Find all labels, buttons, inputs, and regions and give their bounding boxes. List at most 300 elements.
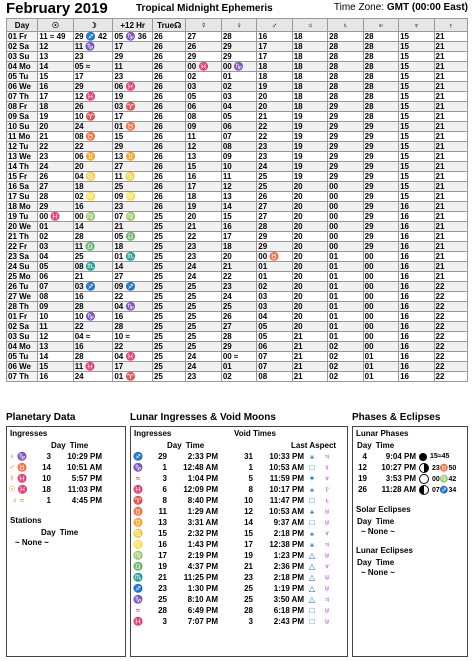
list-item xyxy=(231,473,347,484)
table-cell: 29 xyxy=(221,42,256,52)
moon-phase-icon xyxy=(419,485,429,495)
table-row xyxy=(7,142,468,152)
table-cell: 29 xyxy=(363,132,398,142)
table-cell: 06 xyxy=(257,342,292,352)
lunar-ingress-col xyxy=(131,427,231,627)
table-cell: 29 xyxy=(363,242,398,252)
sign-icon: ≈ xyxy=(135,474,141,483)
sign-icon: ♌ xyxy=(133,540,143,549)
table-cell: 08 ♏ xyxy=(73,262,113,272)
table-cell: 11 xyxy=(38,322,73,332)
table-cell: 14 xyxy=(38,62,73,72)
table-cell: 23 xyxy=(38,152,73,162)
table-cell: 15 xyxy=(399,162,434,172)
phases-time-label: Time xyxy=(375,441,395,450)
table-cell: 22 xyxy=(434,362,467,372)
table-cell: 03 xyxy=(257,292,292,302)
table-cell: 00 xyxy=(328,202,363,212)
lunar-day-label: Day xyxy=(167,441,182,450)
table-cell: 21 xyxy=(434,152,467,162)
lunar-ingress-header xyxy=(131,440,231,451)
table-cell: 11 ♋ xyxy=(113,172,153,182)
list-item xyxy=(131,484,231,495)
table-cell: 29 xyxy=(363,212,398,222)
table-cell: 21 xyxy=(434,172,467,182)
table-cell: 26 xyxy=(152,172,185,182)
stations-header-row xyxy=(7,527,125,538)
table-cell: 03 xyxy=(257,302,292,312)
table-cell: 20 xyxy=(292,322,327,332)
table-cell: 16 xyxy=(186,172,221,182)
void-time: 10:53 AM xyxy=(269,463,304,472)
ingress-time: 5:57 PM xyxy=(71,474,102,483)
table-cell: 02 xyxy=(328,362,363,372)
table-cell: 21 xyxy=(434,272,467,282)
table-cell: 18 xyxy=(38,102,73,112)
void-time: 10:33 PM xyxy=(269,452,304,461)
table-row xyxy=(7,82,468,92)
table-cell: 13 xyxy=(186,152,221,162)
table-cell: 12 xyxy=(38,332,73,342)
column-header: ☽ xyxy=(73,19,113,32)
table-cell: 21 xyxy=(434,262,467,272)
lunar-ecl-time-label: Time xyxy=(375,558,395,567)
table-cell: 29 xyxy=(328,112,363,122)
table-cell: 13 xyxy=(38,342,73,352)
table-cell: 20 xyxy=(73,162,113,172)
table-cell: 29 xyxy=(328,162,363,172)
table-cell: 29 xyxy=(38,202,73,212)
phase-time: 10:27 PM xyxy=(381,463,416,472)
planet-icon: ♆ xyxy=(324,474,330,483)
table-cell: 18 xyxy=(186,192,221,202)
table-cell: 29 xyxy=(113,142,153,152)
table-cell: 21 xyxy=(434,42,467,52)
table-cell: 23 xyxy=(186,252,221,262)
aspect-icon: □ xyxy=(309,606,315,615)
void-day: 28 xyxy=(244,606,253,615)
table-cell: 18 Mo xyxy=(7,202,38,212)
table-cell: 09 xyxy=(38,302,73,312)
lunar-ingresses-label: Ingresses xyxy=(134,429,172,438)
list-item xyxy=(231,451,347,462)
table-cell: 15 xyxy=(399,152,434,162)
list-item xyxy=(231,517,347,528)
table-cell: 25 xyxy=(257,182,292,192)
table-cell: 10 ≈ xyxy=(113,332,153,342)
table-cell: 12 ♓ xyxy=(73,92,113,102)
table-cell: 19 xyxy=(292,172,327,182)
table-cell: 17 xyxy=(221,232,256,242)
table-cell: 22 xyxy=(257,132,292,142)
table-cell: 00 xyxy=(328,242,363,252)
table-cell: 01 xyxy=(328,312,363,322)
void-day: 14 xyxy=(244,518,253,527)
lunar-ingress-time: 1:30 PM xyxy=(187,584,218,593)
planet-icon: ♄ xyxy=(324,496,330,505)
phase-degree: 07♐34 xyxy=(432,486,457,494)
table-cell: 24 xyxy=(38,162,73,172)
table-cell: 00 xyxy=(363,342,398,352)
table-cell: 05 xyxy=(186,92,221,102)
lunar-ingress-time: 1:43 PM xyxy=(187,540,218,549)
table-cell: 01 xyxy=(38,222,73,232)
table-cell: 29 xyxy=(363,162,398,172)
table-cell: 20 xyxy=(38,122,73,132)
table-cell: 19 xyxy=(292,162,327,172)
table-cell: 05 xyxy=(257,332,292,342)
planet-icon: ♀ xyxy=(324,463,330,472)
table-cell: 25 xyxy=(221,302,256,312)
table-cell: 21 xyxy=(434,182,467,192)
table-cell: 20 xyxy=(257,92,292,102)
table-cell: 26 xyxy=(152,82,185,92)
table-cell: 05 xyxy=(257,322,292,332)
table-cell: 28 xyxy=(221,32,256,42)
table-cell: 22 xyxy=(434,342,467,352)
table-cell: 18 xyxy=(73,182,113,192)
planetary-data-title: Planetary Data xyxy=(6,412,76,423)
table-cell: 25 xyxy=(152,242,185,252)
table-cell: 28 Th xyxy=(7,302,38,312)
table-cell: 00 xyxy=(363,252,398,262)
void-time: 2:18 PM xyxy=(273,573,304,582)
table-cell: 23 Sa xyxy=(7,252,38,262)
table-cell: 15 xyxy=(399,132,434,142)
void-day: 25 xyxy=(244,595,253,604)
lunar-ingress-time: 12:09 PM xyxy=(183,485,218,494)
table-cell: 21 xyxy=(186,222,221,232)
table-row xyxy=(7,122,468,132)
table-cell: 19 xyxy=(257,82,292,92)
table-cell: 16 Sa xyxy=(7,182,38,192)
table-cell: 27 xyxy=(257,202,292,212)
table-cell: 08 xyxy=(221,142,256,152)
table-cell: 29 xyxy=(363,122,398,132)
table-cell: 22 xyxy=(113,342,153,352)
page-subtitle: Tropical Midnight Ephemeris xyxy=(136,3,273,14)
table-cell: 06 We xyxy=(7,362,38,372)
table-cell: 20 xyxy=(292,182,327,192)
void-day: 25 xyxy=(244,584,253,593)
table-cell: 27 xyxy=(113,162,153,172)
table-cell: 06 We xyxy=(7,82,38,92)
table-cell: 00 xyxy=(328,182,363,192)
table-cell: 02 xyxy=(186,72,221,82)
table-cell: 05 xyxy=(38,262,73,272)
void-header xyxy=(231,440,347,451)
table-cell: 00 xyxy=(363,282,398,292)
table-cell: 11 ≈ 49 xyxy=(38,32,73,42)
table-cell: 25 xyxy=(152,362,185,372)
table-cell: 29 xyxy=(363,182,398,192)
table-cell: 21 xyxy=(73,272,113,282)
table-cell: 16 xyxy=(73,292,113,302)
table-cell: 00 ≈ xyxy=(221,352,256,362)
table-row xyxy=(7,132,468,142)
table-cell: 27 xyxy=(186,32,221,42)
table-cell: 25 xyxy=(152,332,185,342)
table-cell: 28 xyxy=(221,332,256,342)
table-cell: 11 ♓ xyxy=(73,362,113,372)
table-cell: 26 xyxy=(152,132,185,142)
table-cell: 21 xyxy=(221,262,256,272)
table-cell: 16 xyxy=(399,262,434,272)
table-cell: 28 xyxy=(73,302,113,312)
solar-eclipses-label: Solar Eclipses xyxy=(356,505,411,514)
table-cell: 15 xyxy=(399,102,434,112)
table-row xyxy=(7,212,468,222)
table-cell: 26 xyxy=(152,62,185,72)
timezone-label: Time Zone: xyxy=(333,2,385,13)
table-cell: 17 xyxy=(257,42,292,52)
solar-time-label: Time xyxy=(375,517,395,526)
lunar-ingresses-list xyxy=(131,451,231,627)
table-cell: 15 xyxy=(399,192,434,202)
table-cell: 18 xyxy=(292,92,327,102)
table-cell: 01 xyxy=(363,362,398,372)
table-cell: 28 xyxy=(73,232,113,242)
list-item xyxy=(231,484,347,495)
table-row xyxy=(7,42,468,52)
table-cell: 28 xyxy=(363,52,398,62)
table-cell: 03 xyxy=(186,82,221,92)
table-row xyxy=(7,312,468,322)
table-cell: 28 xyxy=(113,322,153,332)
table-cell: 28 xyxy=(257,222,292,232)
table-cell: 04 ♓ xyxy=(113,352,153,362)
table-cell: 16 xyxy=(399,222,434,232)
table-cell: 21 xyxy=(434,142,467,152)
table-cell: 09 xyxy=(221,152,256,162)
phase-degree: 00♍42 xyxy=(432,475,457,483)
table-cell: 16 xyxy=(399,292,434,302)
lunar-ingress-time: 6:49 PM xyxy=(187,606,218,615)
list-item xyxy=(131,561,231,572)
table-cell: 12 xyxy=(38,42,73,52)
table-cell: 21 xyxy=(434,122,467,132)
table-cell: 20 xyxy=(292,252,327,262)
column-header: ☉ xyxy=(38,19,73,32)
table-cell: 18 xyxy=(292,32,327,42)
table-cell: 23 xyxy=(186,242,221,252)
table-cell: 02 xyxy=(257,282,292,292)
table-cell: 29 xyxy=(363,142,398,152)
table-cell: 05 ≈ xyxy=(73,62,113,72)
table-cell: 22 xyxy=(73,142,113,152)
table-cell: 14 xyxy=(38,352,73,362)
sign-icon: ♓ xyxy=(133,617,143,626)
aspect-icon: □ xyxy=(309,518,315,527)
table-cell: 01 xyxy=(328,282,363,292)
table-cell: 25 xyxy=(152,232,185,242)
table-cell: 07 xyxy=(221,132,256,142)
table-cell: 27 xyxy=(221,322,256,332)
phases-title: Phases & Eclipses xyxy=(352,412,441,423)
table-cell: 16 xyxy=(399,372,434,382)
table-cell: 00 ♉ xyxy=(257,252,292,262)
table-header-row xyxy=(7,19,468,32)
sign-icon: ♐ xyxy=(133,584,143,593)
table-cell: 25 xyxy=(186,342,221,352)
void-time: 12:38 PM xyxy=(269,540,304,549)
table-cell: 28 xyxy=(363,92,398,102)
list-item xyxy=(131,528,231,539)
table-cell: 28 xyxy=(328,42,363,52)
lunar-ingress-day: 6 xyxy=(162,485,167,494)
table-cell: 22 xyxy=(434,322,467,332)
table-cell: 06 ♓ xyxy=(113,82,153,92)
column-header: ♆ xyxy=(399,19,434,32)
void-day: 10 xyxy=(244,496,253,505)
table-cell: 16 xyxy=(73,342,113,352)
list-item xyxy=(231,572,347,583)
table-cell: 15 xyxy=(399,42,434,52)
lower-section xyxy=(6,402,468,657)
list-item xyxy=(231,495,347,506)
lunar-ingress-day: 3 xyxy=(162,474,167,483)
ingress-header-row xyxy=(7,440,125,451)
table-cell: 16 xyxy=(399,202,434,212)
table-cell: 15 xyxy=(38,72,73,82)
ingress-day: 18 xyxy=(42,485,51,494)
table-cell: 16 xyxy=(399,252,434,262)
table-cell: 17 xyxy=(38,92,73,102)
list-item xyxy=(131,616,231,627)
table-cell: 01 xyxy=(363,372,398,382)
list-item xyxy=(131,539,231,550)
table-cell: 25 xyxy=(152,322,185,332)
table-cell: 29 xyxy=(113,52,153,62)
table-cell: 28 xyxy=(363,112,398,122)
aspect-icon: ✶ xyxy=(308,474,316,483)
table-cell: 01 ♈ xyxy=(113,372,153,382)
table-cell: 23 xyxy=(257,142,292,152)
table-cell: 00 xyxy=(363,332,398,342)
table-cell: 20 xyxy=(186,212,221,222)
table-cell: 12 xyxy=(186,142,221,152)
table-cell: 25 xyxy=(152,342,185,352)
table-cell: 16 xyxy=(399,272,434,282)
table-cell: 24 Su xyxy=(7,262,38,272)
table-cell: 25 xyxy=(152,312,185,322)
table-cell: 04 Mo xyxy=(7,62,38,72)
time-label: Time xyxy=(69,441,89,450)
sign-icon: ♈ xyxy=(133,496,143,505)
table-cell: 16 xyxy=(399,242,434,252)
table-cell: 21 xyxy=(434,232,467,242)
table-cell: 18 xyxy=(292,62,327,72)
table-cell: 15 xyxy=(186,162,221,172)
table-cell: 21 xyxy=(434,32,467,42)
table-cell: 26 xyxy=(152,112,185,122)
table-cell: 21 xyxy=(292,352,327,362)
table-cell: 01 xyxy=(328,322,363,332)
table-cell: 15 xyxy=(399,82,434,92)
ingress-day: 10 xyxy=(42,474,51,483)
table-cell: 08 xyxy=(257,372,292,382)
table-cell: 20 xyxy=(292,312,327,322)
table-cell: 23 xyxy=(221,282,256,292)
table-row xyxy=(7,322,468,332)
lunar-ingress-day: 23 xyxy=(158,584,167,593)
table-cell: 28 xyxy=(328,72,363,82)
table-cell: 04 ♑ xyxy=(113,302,153,312)
table-cell: 05 Tu xyxy=(7,72,38,82)
table-cell: 21 xyxy=(292,372,327,382)
ingress-day: 14 xyxy=(42,463,51,472)
table-cell: 21 xyxy=(434,62,467,72)
table-cell: 20 xyxy=(292,292,327,302)
table-cell: 18 xyxy=(257,72,292,82)
table-cell: 26 xyxy=(152,52,185,62)
table-cell: 07 xyxy=(257,362,292,372)
table-cell: 25 xyxy=(152,352,185,362)
table-cell: 23 xyxy=(186,372,221,382)
table-cell: 18 xyxy=(113,242,153,252)
table-cell: 04 xyxy=(257,312,292,322)
table-cell: 21 xyxy=(38,132,73,142)
lunar-phases-label: Lunar Phases xyxy=(356,429,409,438)
table-cell: 08 xyxy=(186,112,221,122)
phase-time: 3:53 PM xyxy=(385,474,416,483)
table-cell: 00 xyxy=(363,272,398,282)
table-cell: 06 ♊ xyxy=(73,152,113,162)
table-cell: 22 xyxy=(434,332,467,342)
table-cell: 16 xyxy=(221,222,256,232)
phases-day-label: Day xyxy=(357,441,372,450)
table-cell: 22 xyxy=(113,292,153,302)
table-cell: 22 xyxy=(257,122,292,132)
table-cell: 04 xyxy=(221,102,256,112)
table-row xyxy=(7,242,468,252)
list-item xyxy=(131,605,231,616)
table-cell: 28 xyxy=(38,192,73,202)
table-cell: 14 xyxy=(221,202,256,212)
table-cell: 17 xyxy=(186,182,221,192)
table-cell: 04 xyxy=(38,252,73,262)
table-cell: 29 ♐ 42 xyxy=(73,32,113,42)
aspect-icon: ⚹ xyxy=(309,451,315,461)
sign-icon: ♑ xyxy=(133,595,143,604)
void-time: 2:18 PM xyxy=(273,529,304,538)
table-cell: 26 xyxy=(186,42,221,52)
table-cell: 18 xyxy=(292,102,327,112)
lunar-ingress-day: 19 xyxy=(158,562,167,571)
table-cell: 00 ♓ xyxy=(38,212,73,222)
table-row xyxy=(7,162,468,172)
table-cell: 02 xyxy=(328,372,363,382)
table-cell: 06 xyxy=(38,272,73,282)
lunar-ingress-day: 13 xyxy=(158,518,167,527)
table-cell: 01 xyxy=(257,272,292,282)
table-cell: 21 xyxy=(434,82,467,92)
table-cell: 16 xyxy=(113,312,153,322)
table-cell: 23 xyxy=(257,152,292,162)
table-cell: 01 xyxy=(328,292,363,302)
table-cell: 02 Sa xyxy=(7,42,38,52)
table-cell: 27 We xyxy=(7,292,38,302)
table-cell: 10 ♑ xyxy=(73,312,113,322)
table-cell: 21 xyxy=(434,222,467,232)
table-cell: 19 xyxy=(38,112,73,122)
list-item xyxy=(353,473,467,484)
table-cell: 26 xyxy=(221,312,256,322)
lunar-ingress-time: 11:25 PM xyxy=(183,573,218,582)
table-cell: 15 xyxy=(221,212,256,222)
table-cell: 21 xyxy=(434,162,467,172)
column-header: ♅ xyxy=(363,19,398,32)
